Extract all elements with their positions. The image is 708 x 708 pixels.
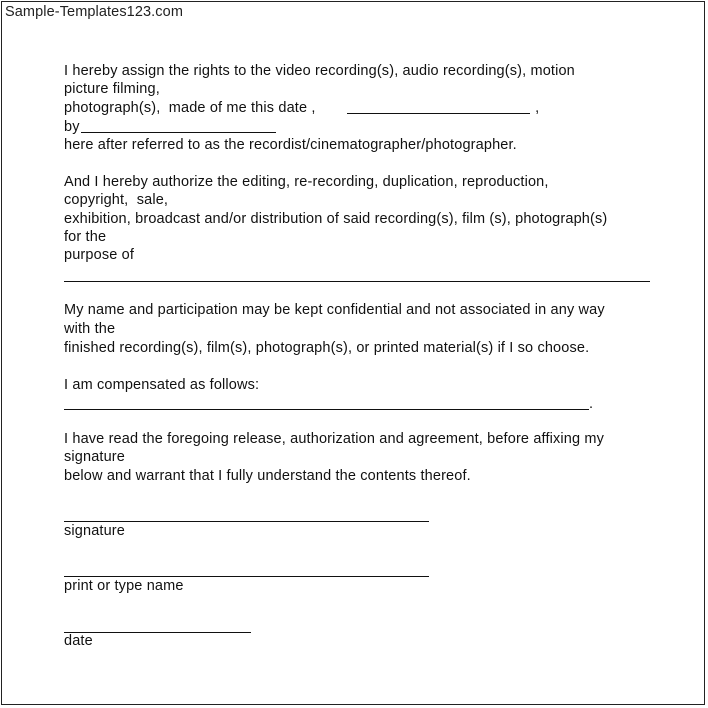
para1-line3a: photograph(s), made of me this date , bbox=[64, 100, 316, 116]
para1-line2: picture filming, bbox=[64, 81, 160, 97]
para5-line3: below and warrant that I fully understand the contents thereof. bbox=[64, 468, 471, 484]
para2-line3: exhibition, broadcast and/or distribution of said recording(s), film (s), photograph(s) bbox=[64, 211, 608, 227]
compensation-blank[interactable] bbox=[64, 394, 589, 410]
para4-line1: I am compensated as follows: bbox=[64, 377, 260, 393]
para2-line1: And I hereby authorize the editing, re-recording, duplication, reproduction, bbox=[64, 174, 549, 190]
signature-label: signature bbox=[64, 523, 125, 539]
para3-line2: with the bbox=[64, 321, 116, 337]
para2-line5: purpose of bbox=[64, 247, 135, 263]
watermark: Sample-Templates123.com bbox=[5, 4, 183, 20]
para5-line1: I have read the foregoing release, authorization and agreement, before affixing my bbox=[64, 431, 605, 447]
print-name-label: print or type name bbox=[64, 578, 184, 594]
para1-line4: by bbox=[64, 119, 80, 135]
signature-line[interactable] bbox=[64, 506, 429, 522]
date-blank[interactable] bbox=[347, 98, 530, 114]
para1-line1: I hereby assign the rights to the video recording(s), audio recording(s), motion bbox=[64, 63, 575, 79]
purpose-blank[interactable] bbox=[64, 266, 650, 282]
para3-line1: My name and participation may be kept confidential and not associated in any way bbox=[64, 302, 605, 318]
para1-line3b: , bbox=[531, 100, 540, 116]
recordist-name-blank[interactable] bbox=[81, 117, 276, 133]
para2-line2: copyright, sale, bbox=[64, 192, 169, 208]
para3-line3: finished recording(s), film(s), photograph(s), or printed material(s) if I so choose. bbox=[64, 340, 590, 356]
date-line[interactable] bbox=[64, 617, 251, 633]
para2-line4: for the bbox=[64, 229, 107, 245]
para5-line2: signature bbox=[64, 449, 125, 465]
print-name-line[interactable] bbox=[64, 561, 429, 577]
para1-line5: here after referred to as the recordist/cinematographer/photographer. bbox=[64, 137, 517, 153]
para4-line2-end: . bbox=[589, 396, 594, 412]
date-label: date bbox=[64, 633, 93, 649]
